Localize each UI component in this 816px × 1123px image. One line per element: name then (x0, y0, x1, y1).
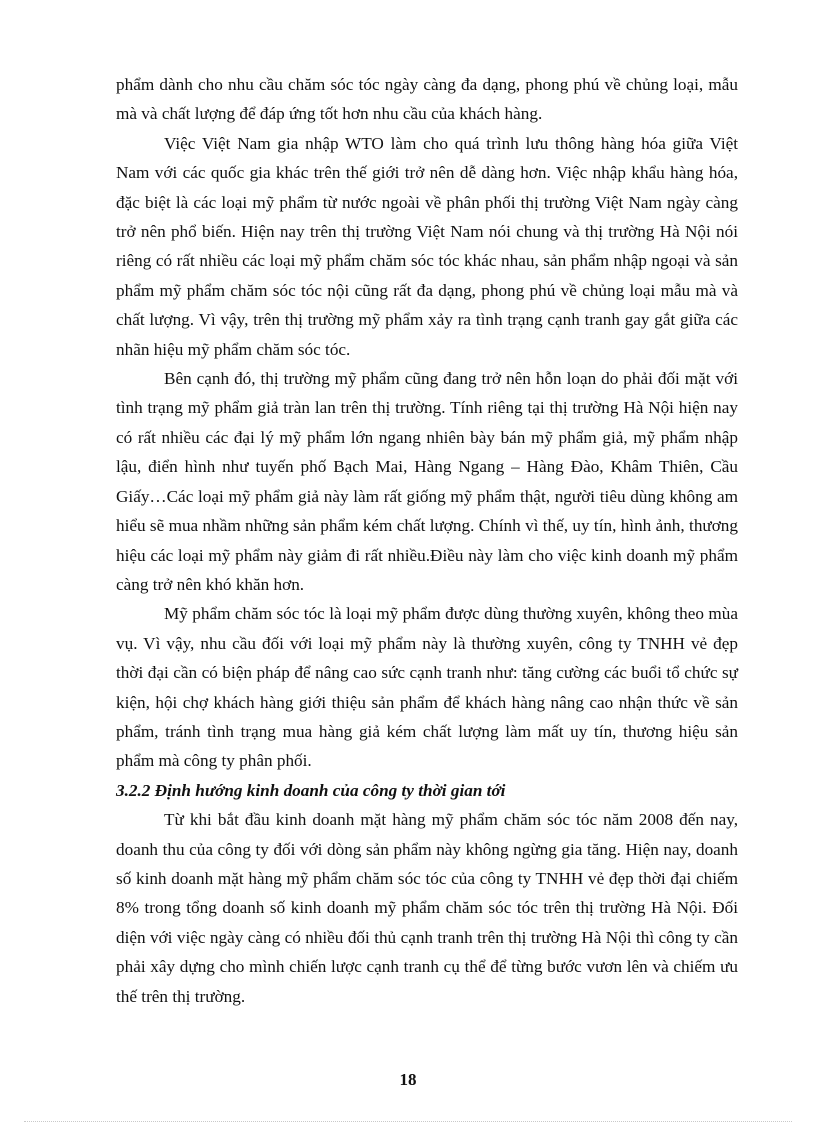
paragraph-counterfeit: Bên cạnh đó, thị trường mỹ phẩm cũng đang trở nên hỗn loạn do phải đối mặt với tình trạng mỹ phẩm giả tràn lan trên thị trường. Tính riêng tại thị trường Hà Nội hiện nay có rất nhiều các đại lý mỹ phẩm lớn ngang nhiên bày bán mỹ phẩm giả, mỹ phẩm nhập lậu, điển hình như tuyến phố Bạch Mai, Hàng Ngang – Hàng Đào, Khâm Thiên, Cầu Giấy…Các loại mỹ phẩm giả này làm rất giống mỹ phẩm thật, người tiêu dùng không am hiểu sẽ mua nhầm những sản phẩm kém chất lượng. Chính vì thế, uy tín, hình ảnh, thương hiệu các loại mỹ phẩm này giảm đi rất nhiều.Điều này làm cho việc kinh doanh mỹ phẩm càng trở nên khó khăn hơn. (116, 369, 738, 594)
page-number: 18 (399, 1070, 417, 1089)
section-heading: 3.2.2 Định hướng kinh doanh của công ty thời gian tới (116, 780, 506, 800)
paragraph-continuation: phẩm dành cho nhu cầu chăm sóc tóc ngày càng đa dạng, phong phú về chủng loại, mẫu mà và chất lượng để đáp ứng tốt hơn nhu cầu của khách hàng. (116, 75, 738, 124)
document-page (116, 70, 738, 1011)
page-bottom-divider (24, 1121, 792, 1122)
paragraph-business-direction: Từ khi bắt đầu kinh doanh mặt hàng mỹ phẩm chăm sóc tóc năm 2008 đến nay, doanh thu của công ty đối với dòng sản phẩm này không ngừng gia tăng. Hiện nay, doanh số kinh doanh mặt hàng mỹ phẩm chăm sóc tóc của công ty TNHH vẻ đẹp thời đại chiếm 8% trong tổng doanh số kinh doanh mỹ phẩm chăm sóc tóc trên thị trường Hà Nội. Đối diện với việc ngày càng có nhiều đối thủ cạnh tranh trên thị trường Hà Nội thì công ty cần phải xây dựng cho mình chiến lược cạnh tranh cụ thể để từng bước vươn lên và chiếm ưu thế trên thị trường. (116, 810, 738, 1006)
paragraph-hair-care: Mỹ phẩm chăm sóc tóc là loại mỹ phẩm được dùng thường xuyên, không theo mùa vụ. Vì vậy, nhu cầu đối với loại mỹ phẩm này là thường xuyên, công ty TNHH vẻ đẹp thời đại cần có biện pháp để nâng cao sức cạnh tranh như: tăng cường các buổi tổ chức sự kiện, hội chợ khách hàng giới thiệu sản phẩm để khách hàng nâng cao nhận thức về sản phẩm, tránh tình trạng mua hàng giả kém chất lượng làm mất uy tín, thương hiệu sản phẩm mà công ty phân phối. (116, 604, 738, 771)
paragraph-wto: Việc Việt Nam gia nhập WTO làm cho quá trình lưu thông hàng hóa giữa Việt Nam với các quốc gia khác trên thế giới trở nên dễ dàng hơn. Việc nhập khẩu hàng hóa, đặc biệt là các loại mỹ phẩm từ nước ngoài về phân phối thị trường Việt Nam ngày càng trở nên phổ biến. Hiện nay trên thị trường Việt Nam nói chung và thị trường Hà Nội nói riêng có rất nhiều các loại mỹ phẩm chăm sóc tóc khác nhau, sản phẩm nhập ngoại và sản phẩm mỹ phẩm chăm sóc tóc nội cũng rất đa dạng, phong phú về chủng loại mẫu mà và chất lượng. Vì vậy, trên thị trường mỹ phẩm xảy ra tình trạng cạnh tranh gay gắt giữa các nhãn hiệu mỹ phẩm chăm sóc tóc. (116, 133, 738, 359)
